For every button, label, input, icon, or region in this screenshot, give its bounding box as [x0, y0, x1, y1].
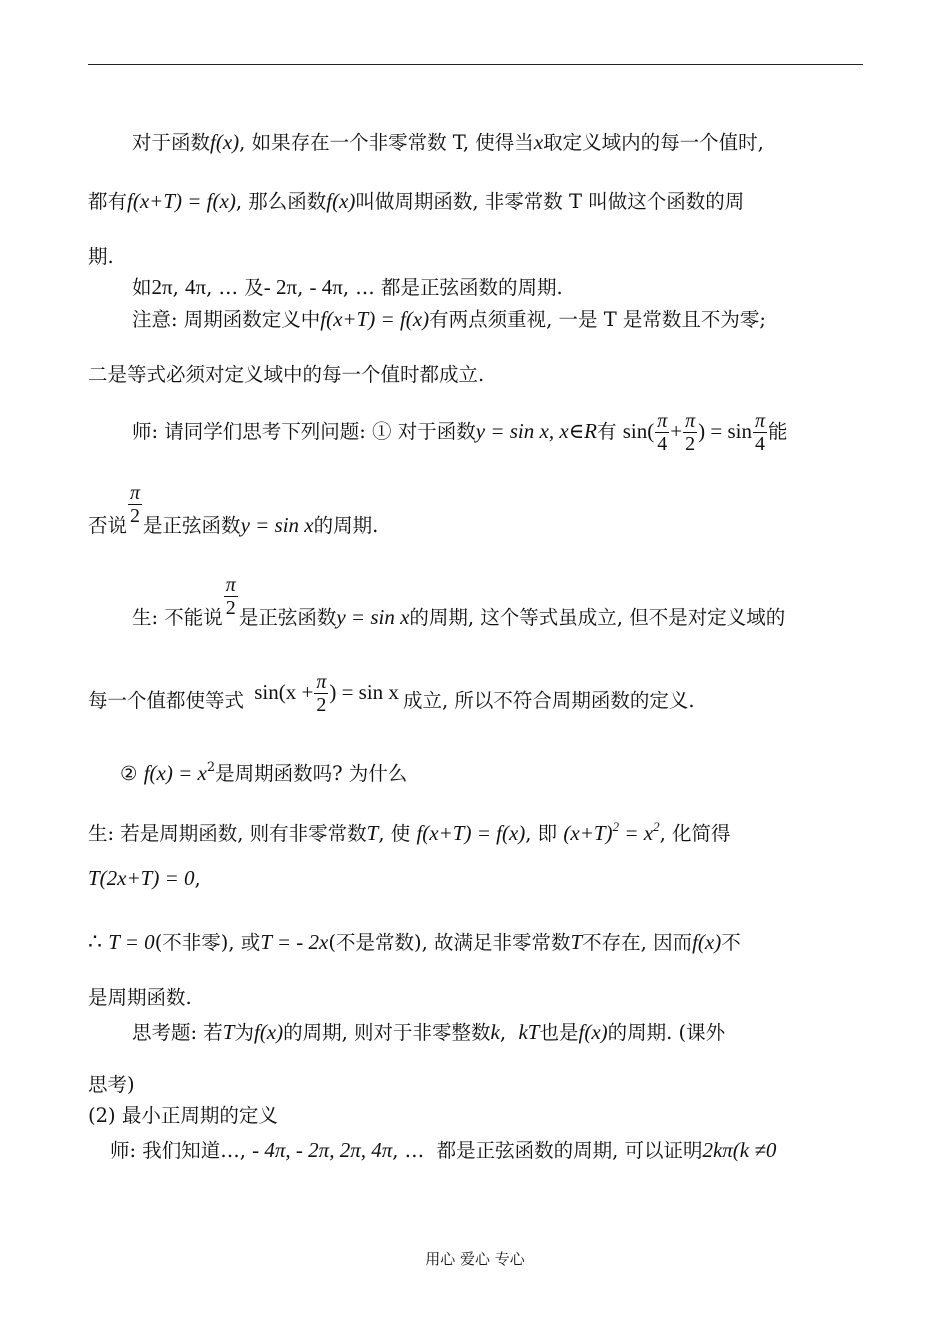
minimal-period-line: 师: 我们知道…, - 4π, - 2π, 2π, 4π, … 都是正弦函数的周期, 可以证明2kπ(k ≠0 [110, 1138, 777, 1162]
fraction-pi-2: $\frac{\pi}{2}$ [225, 574, 236, 619]
answer-2-line-1: 生: 若是周期函数, 则有非零常数T, 使 f(x+T) = f(x), 即 $(x+T)^2 = x^2$, 化简得 [88, 819, 731, 845]
math-fx: f(x) [210, 130, 240, 154]
fraction-pi-4: $\frac{\pi}{4}$ [754, 410, 766, 455]
conclusion-line-1: ∴ T = 0(不非零), 或T = - 2x(不是常数), 故满足非零常数T不存在, 因而f(x)不 [88, 930, 741, 955]
math-periodic-eq: f(x+T) = f(x) [416, 821, 526, 845]
page-footer: 用心 爱心 专心 [425, 1250, 525, 1268]
header-rule [88, 64, 863, 65]
math-simplified-eq: T(2x+T) = 0 [88, 866, 195, 890]
math-sin-shift-eq: sin(x + $\frac{\pi}{2}$ ) = sin x [254, 671, 399, 716]
fraction-pi-2: $\frac{\pi}{2}$ [685, 410, 696, 455]
thinking-question-line-2: 思考) [88, 1073, 135, 1096]
math-x: x [533, 130, 544, 154]
fraction-pi-2: $\frac{\pi}{2}$ [316, 671, 327, 716]
answer-2-line-2: T(2x+T) = 0, [88, 866, 201, 890]
fraction-pi-4: $\frac{\pi}{4}$ [657, 410, 668, 455]
math-sin-function: y = sin x, x∈R [475, 419, 598, 443]
math-sin-function: y = sin x [240, 513, 314, 537]
answer-1-line-2: 每一个值都使等式 sin(x + $\frac{\pi}{2}$ ) = sin x 成立, 所以不符合周期函数的定义. [88, 664, 695, 729]
question-1-line-2: 否说 $\frac{\pi}{2}$ 是正弦函数y = sin x的周期. [88, 482, 379, 537]
definition-line-1: 对于函数f(x), 如果存在一个非零常数 T, 使得当x取定义域内的每一个值时, [132, 130, 764, 154]
conclusion-line-2: 是周期函数. [88, 986, 192, 1009]
answer-1-line-1: 生: 不能说 $\frac{\pi}{2}$ 是正弦函数y = sin x的周期, 这个等式虽成立, 但不是对定义域的 [132, 574, 786, 629]
thinking-question-line-1: 思考题: 若T为f(x)的周期, 则对于非零整数k, kT也是f(x)的周期. (课外 [132, 1020, 726, 1044]
definition-line-2: 都有f(x+T) = f(x), 那么函数f(x)叫做周期函数, 非零常数 T 叫做这个函数的周 [88, 189, 745, 213]
note-line-1: 注意: 周期函数定义中f(x+T) = f(x)有两点须重视, 一是 T 是常数且不为零; [132, 307, 766, 331]
note-line-2: 二是等式必须对定义域中的每一个值时都成立. [88, 363, 485, 386]
math-square-eq: $(x+T)^2 = x^2$ [563, 819, 660, 845]
math-periodic-eq: f(x+T) = f(x) [127, 189, 236, 213]
math-periodic-eq: f(x+T) = f(x) [320, 307, 430, 331]
math-sin-function: y = sin x [336, 605, 410, 629]
question-2-line: ② $f(x) = x^2$是周期函数吗? 为什么 [120, 760, 408, 785]
question-1-line-1: 师: 请同学们思考下列问题: ① 对于函数y = sin x, x∈R有 sin( $\frac{\pi}{4}$ + $\frac{\pi}{2}$ ) = sin $\frac{\pi}{4}$ 能 [132, 410, 788, 455]
definition-line-3: 期. [88, 245, 114, 268]
math-fx-square: f(x) = x [143, 761, 207, 785]
math-fx: f(x) [326, 189, 356, 213]
section-heading: (2) 最小正周期的定义 [88, 1104, 278, 1127]
example-line: 如2π, 4π, … 及- 2π, - 4π, … 都是正弦函数的周期. [132, 275, 563, 299]
fraction-pi-2: $\frac{\pi}{2}$ [130, 482, 141, 527]
